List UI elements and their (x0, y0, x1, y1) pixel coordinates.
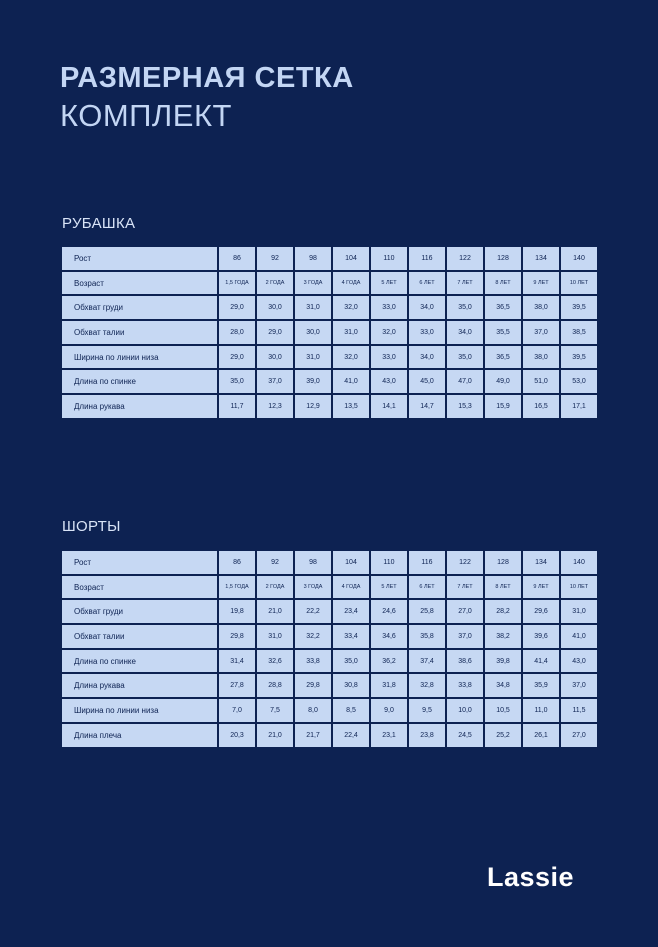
table-cell: 35,0 (446, 345, 484, 370)
table-cell: 49,0 (484, 369, 522, 394)
table-cell: 24,6 (370, 599, 408, 624)
table-cell: 86 (218, 246, 256, 271)
table-cell: 33,0 (370, 345, 408, 370)
table-cell: 31,0 (256, 624, 294, 649)
table-row (61, 723, 598, 748)
table-cell: 15,9 (484, 394, 522, 419)
table-cell: 7,0 (218, 698, 256, 723)
table-cell: 8 ЛЕТ (484, 575, 522, 600)
table-cell: 10,5 (484, 698, 522, 723)
table-cell: 31,0 (560, 599, 598, 624)
table-cell: 36,2 (370, 649, 408, 674)
table-cell: 51,0 (522, 369, 560, 394)
table-cell: 39,5 (560, 345, 598, 370)
table-cell: 36,5 (484, 345, 522, 370)
table-cell: 31,0 (294, 345, 332, 370)
table-cell: 38,5 (560, 320, 598, 345)
table-cell: 116 (408, 550, 446, 575)
table-cell: 6 ЛЕТ (408, 271, 446, 296)
table-cell: 7,5 (256, 698, 294, 723)
table-cell: 32,2 (294, 624, 332, 649)
table-cell: 5 ЛЕТ (370, 271, 408, 296)
table-cell: 15,3 (446, 394, 484, 419)
section-title-shorts: ШОРТЫ (62, 518, 121, 535)
table-cell: 38,0 (522, 295, 560, 320)
table-cell: 104 (332, 246, 370, 271)
page-title: РАЗМЕРНАЯ СЕТКА (60, 62, 354, 94)
table-cell: 34,6 (370, 624, 408, 649)
table-cell: 41,0 (560, 624, 598, 649)
table-cell: 31,0 (294, 295, 332, 320)
row-label: Возраст (61, 575, 218, 600)
table-cell: 23,4 (332, 599, 370, 624)
table-cell: 3 ГОДА (294, 575, 332, 600)
table-cell: 31,4 (218, 649, 256, 674)
table-cell: 1,5 ГОДА (218, 271, 256, 296)
table-cell: 21,0 (256, 723, 294, 748)
table-cell: 12,3 (256, 394, 294, 419)
table-row (61, 550, 598, 575)
table-cell: 37,0 (256, 369, 294, 394)
table-row (61, 599, 598, 624)
table-cell: 37,4 (408, 649, 446, 674)
table-cell: 35,5 (484, 320, 522, 345)
table-cell: 28,8 (256, 673, 294, 698)
row-label: Обхват талии (61, 320, 218, 345)
table-cell: 8 ЛЕТ (484, 271, 522, 296)
row-label: Длина по спинке (61, 369, 218, 394)
table-cell: 27,8 (218, 673, 256, 698)
row-label: Длина рукава (61, 673, 218, 698)
page-subtitle: КОМПЛЕКТ (60, 98, 232, 133)
table-cell: 134 (522, 550, 560, 575)
table-cell: 41,4 (522, 649, 560, 674)
table-row (61, 394, 598, 419)
row-label: Обхват талии (61, 624, 218, 649)
table-cell: 27,0 (560, 723, 598, 748)
table-cell: 128 (484, 550, 522, 575)
table-cell: 11,5 (560, 698, 598, 723)
table-cell: 37,0 (560, 673, 598, 698)
table-cell: 14,1 (370, 394, 408, 419)
table-cell: 29,0 (218, 345, 256, 370)
table-cell: 34,0 (446, 320, 484, 345)
table-cell: 53,0 (560, 369, 598, 394)
table-cell: 4 ГОДА (332, 575, 370, 600)
table-cell: 13,5 (332, 394, 370, 419)
table-cell: 28,0 (218, 320, 256, 345)
table-cell: 32,0 (370, 320, 408, 345)
table-cell: 26,1 (522, 723, 560, 748)
table-cell: 43,0 (560, 649, 598, 674)
table-cell: 29,8 (294, 673, 332, 698)
table-cell: 19,8 (218, 599, 256, 624)
table-row (61, 369, 598, 394)
table-cell: 110 (370, 246, 408, 271)
table-cell: 9,0 (370, 698, 408, 723)
table-cell: 31,8 (370, 673, 408, 698)
table-cell: 29,0 (256, 320, 294, 345)
table-cell: 92 (256, 246, 294, 271)
table-cell: 20,3 (218, 723, 256, 748)
table-cell: 24,5 (446, 723, 484, 748)
table-cell: 33,4 (332, 624, 370, 649)
table-cell: 27,0 (446, 599, 484, 624)
table-cell: 98 (294, 246, 332, 271)
table-cell: 35,0 (218, 369, 256, 394)
table-cell: 28,2 (484, 599, 522, 624)
table-cell: 140 (560, 246, 598, 271)
table-cell: 47,0 (446, 369, 484, 394)
table-cell: 31,0 (332, 320, 370, 345)
table-cell: 43,0 (370, 369, 408, 394)
table-cell: 29,6 (522, 599, 560, 624)
table-cell: 134 (522, 246, 560, 271)
table-cell: 122 (446, 246, 484, 271)
row-label: Длина по спинке (61, 649, 218, 674)
table-cell: 98 (294, 550, 332, 575)
table-cell: 33,8 (446, 673, 484, 698)
table-cell: 4 ГОДА (332, 271, 370, 296)
table-row (61, 345, 598, 370)
table-cell: 21,7 (294, 723, 332, 748)
table-cell: 116 (408, 246, 446, 271)
table-cell: 8,0 (294, 698, 332, 723)
row-label: Возраст (61, 271, 218, 296)
row-label: Длина плеча (61, 723, 218, 748)
table-cell: 22,2 (294, 599, 332, 624)
table-cell: 39,5 (560, 295, 598, 320)
table-cell: 33,0 (408, 320, 446, 345)
table-cell: 29,8 (218, 624, 256, 649)
table-row (61, 246, 598, 271)
table-cell: 32,6 (256, 649, 294, 674)
table-row (61, 624, 598, 649)
table-cell: 11,7 (218, 394, 256, 419)
table-cell: 10,0 (446, 698, 484, 723)
row-label: Обхват груди (61, 599, 218, 624)
table-cell: 41,0 (332, 369, 370, 394)
table-cell: 110 (370, 550, 408, 575)
table-cell: 128 (484, 246, 522, 271)
table-cell: 38,0 (522, 345, 560, 370)
table-cell: 8,5 (332, 698, 370, 723)
row-label: Ширина по линии низа (61, 698, 218, 723)
table-cell: 45,0 (408, 369, 446, 394)
table-cell: 1,5 ГОДА (218, 575, 256, 600)
table-cell: 9 ЛЕТ (522, 271, 560, 296)
table-cell: 2 ГОДА (256, 575, 294, 600)
section-title-shirt: РУБАШКА (62, 215, 136, 232)
table-cell: 104 (332, 550, 370, 575)
table-cell: 86 (218, 550, 256, 575)
table-row (61, 320, 598, 345)
table-cell: 92 (256, 550, 294, 575)
table-cell: 7 ЛЕТ (446, 271, 484, 296)
table-cell: 3 ГОДА (294, 271, 332, 296)
table-cell: 38,2 (484, 624, 522, 649)
table-cell: 30,0 (256, 345, 294, 370)
table-cell: 35,8 (408, 624, 446, 649)
table-cell: 25,2 (484, 723, 522, 748)
table-row (61, 649, 598, 674)
table-cell: 35,9 (522, 673, 560, 698)
table-cell: 30,8 (332, 673, 370, 698)
table-cell: 10 ЛЕТ (560, 271, 598, 296)
row-label: Длина рукава (61, 394, 218, 419)
table-cell: 32,0 (332, 295, 370, 320)
table-cell: 16,5 (522, 394, 560, 419)
table-cell: 35,0 (332, 649, 370, 674)
table-cell: 21,0 (256, 599, 294, 624)
table-cell: 34,0 (408, 345, 446, 370)
table-cell: 30,0 (294, 320, 332, 345)
table-cell: 37,0 (446, 624, 484, 649)
table-cell: 122 (446, 550, 484, 575)
table-cell: 9 ЛЕТ (522, 575, 560, 600)
table-cell: 39,8 (484, 649, 522, 674)
table-cell: 32,8 (408, 673, 446, 698)
table-row (61, 271, 598, 296)
table-cell: 36,5 (484, 295, 522, 320)
table-cell: 38,6 (446, 649, 484, 674)
size-table-shirt (60, 245, 599, 420)
table-cell: 39,6 (522, 624, 560, 649)
table-row (61, 575, 598, 600)
table-cell: 5 ЛЕТ (370, 575, 408, 600)
table-cell: 30,0 (256, 295, 294, 320)
brand-logo: Lassie (487, 862, 575, 892)
table-cell: 39,0 (294, 369, 332, 394)
table-cell: 17,1 (560, 394, 598, 419)
table-cell: 23,8 (408, 723, 446, 748)
size-table-shorts (60, 549, 599, 749)
table-cell: 9,5 (408, 698, 446, 723)
table-cell: 32,0 (332, 345, 370, 370)
table-row (61, 673, 598, 698)
table-cell: 2 ГОДА (256, 271, 294, 296)
table-cell: 34,0 (408, 295, 446, 320)
table-cell: 14,7 (408, 394, 446, 419)
row-label: Рост (61, 550, 218, 575)
table-cell: 33,8 (294, 649, 332, 674)
table-cell: 37,0 (522, 320, 560, 345)
table-row (61, 698, 598, 723)
table-cell: 23,1 (370, 723, 408, 748)
table-cell: 7 ЛЕТ (446, 575, 484, 600)
table-cell: 12,9 (294, 394, 332, 419)
row-label: Обхват груди (61, 295, 218, 320)
table-cell: 33,0 (370, 295, 408, 320)
table-cell: 35,0 (446, 295, 484, 320)
table-row (61, 295, 598, 320)
table-cell: 6 ЛЕТ (408, 575, 446, 600)
table-cell: 22,4 (332, 723, 370, 748)
table-cell: 140 (560, 550, 598, 575)
row-label: Рост (61, 246, 218, 271)
table-cell: 25,8 (408, 599, 446, 624)
table-cell: 29,0 (218, 295, 256, 320)
table-cell: 10 ЛЕТ (560, 575, 598, 600)
table-cell: 34,8 (484, 673, 522, 698)
table-cell: 11,0 (522, 698, 560, 723)
row-label: Ширина по линии низа (61, 345, 218, 370)
